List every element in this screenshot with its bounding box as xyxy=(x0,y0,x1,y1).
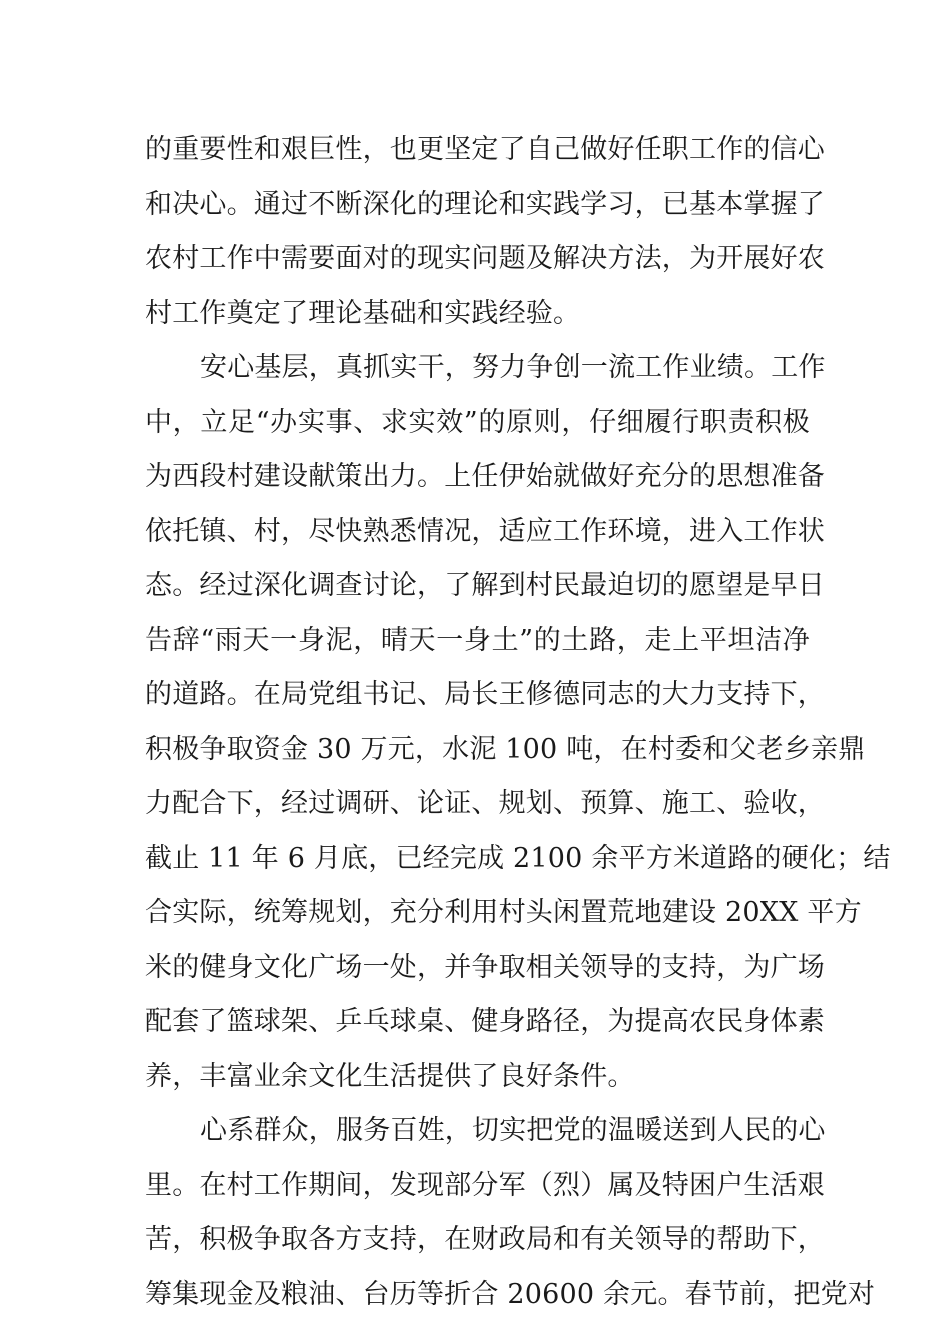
text-line: 积极争取资金 30 万元，水泥 100 吨，在村委和父老乡亲鼎 xyxy=(145,733,866,765)
text-line: 合实际，统筹规划，充分利用村头闲置荒地建设 20XX 平方 xyxy=(145,897,862,928)
text-line: 养，丰富业余文化生活提供了良好条件。 xyxy=(145,1060,635,1092)
text-line: 态。经过深化调查讨论，了解到村民最迫切的愿望是早日 xyxy=(145,570,825,601)
text-line: 配套了篮球架、乒乓球桌、健身路径，为提高农民身体素 xyxy=(145,1006,825,1037)
text-line: 里。在村工作期间，发现部分军（烈）属及特困户生活艰 xyxy=(145,1169,825,1201)
text-line: 告辞“雨天一身泥，晴天一身土”的土路，走上平坦洁净 xyxy=(145,624,810,656)
text-line: 的道路。在局党组书记、局长王修德同志的大力支持下， xyxy=(145,679,825,710)
paragraph-start-line: 安心基层，真抓实干，努力争创一流工作业绩。工作 xyxy=(200,352,826,383)
text-line: 截止 11 年 6 月底，已经完成 2100 余平方米道路的硬化；结 xyxy=(145,842,891,874)
text-line: 米的健身文化广场一处，并争取相关领导的支持，为广场 xyxy=(145,951,825,983)
text-line: 筹集现金及粮油、台历等折合 20600 余元。春节前，把党对 xyxy=(145,1278,876,1310)
text-line: 村工作奠定了理论基础和实践经验。 xyxy=(145,297,581,329)
body-text xyxy=(145,127,891,1326)
text-line: 和决心。通过不断深化的理论和实践学习，已基本掌握了 xyxy=(145,188,825,220)
text-line: 中，立足“办实事、求实效”的原则，仔细履行职责积极 xyxy=(145,406,810,438)
paragraph-start-line: 心系群众，服务百姓，切实把党的温暖送到人民的心 xyxy=(200,1115,826,1146)
text-line: 依托镇、村，尽快熟悉情况，适应工作环境，进入工作状 xyxy=(145,515,825,547)
text-line: 的重要性和艰巨性，也更坚定了自己做好任职工作的信心 xyxy=(145,134,825,165)
text-line: 力配合下，经过调研、论证、规划、预算、施工、验收， xyxy=(145,788,825,819)
text-line: 农村工作中需要面对的现实问题及解决方法，为开展好农 xyxy=(145,243,825,274)
text-line: 苦，积极争取各方支持，在财政局和有关领导的帮助下， xyxy=(145,1224,825,1255)
text-line: 为西段村建设献策出力。上任伊始就做好充分的思想准备 xyxy=(145,461,825,492)
